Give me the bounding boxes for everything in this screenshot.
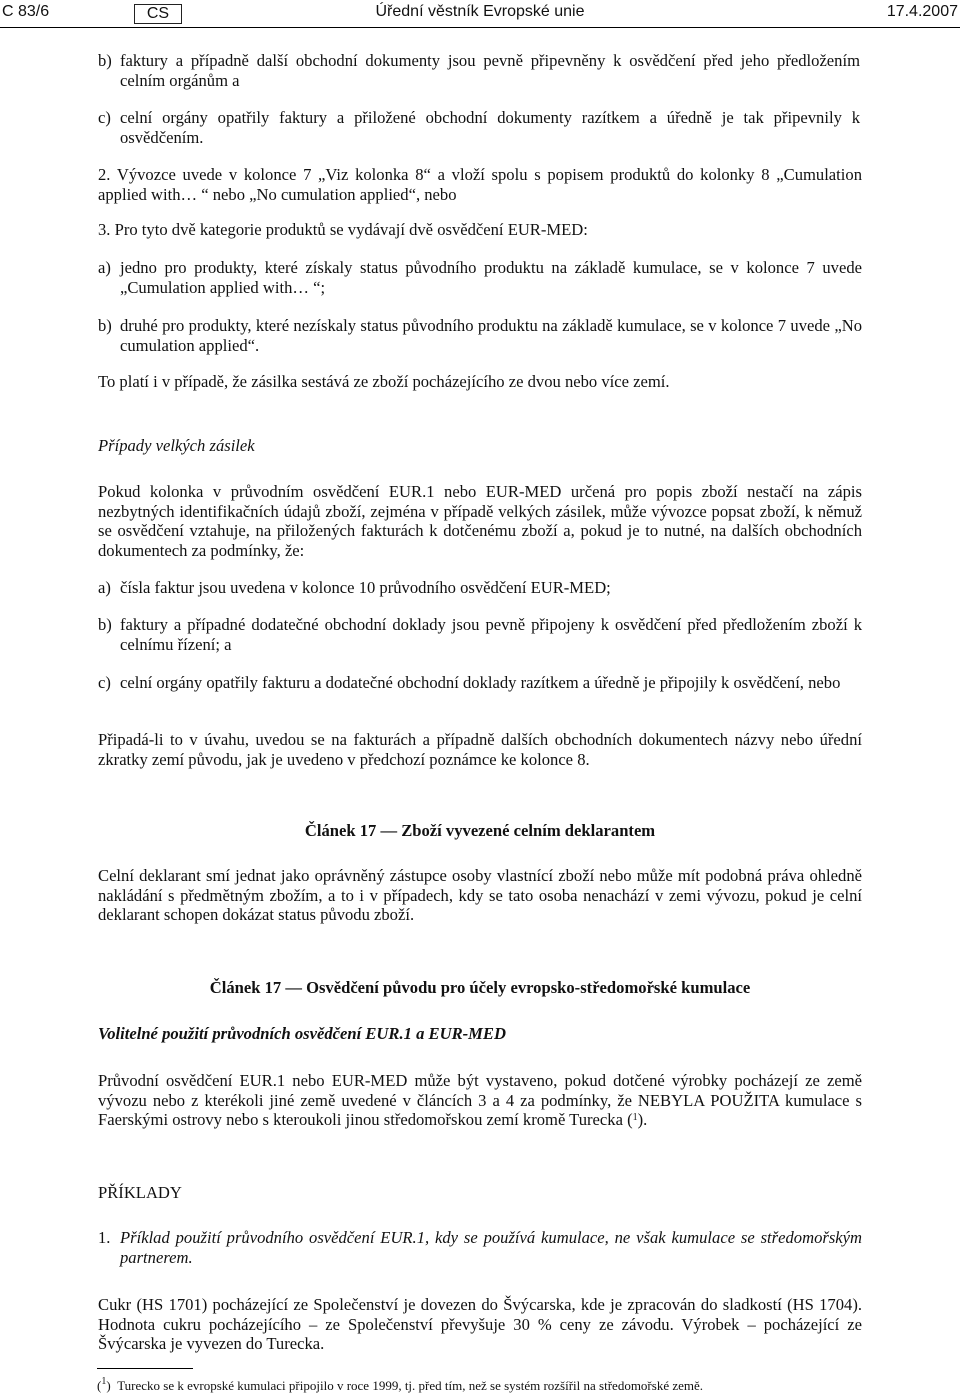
footnote: ($^1$) Turecko se k evropské kumulaci připojilo v roce 1999, tj. před tím, než se systém rozšířil na středomořské země. <box>97 1376 704 1393</box>
numbered-paragraph: 2. Vývozce uvede v kolonce 7 „Viz kolonka 8“ a vloží spolu s popisem produktů do kolonky 8 „Cumulation applied with… “ nebo „No cumulation applied“, nebo <box>98 165 862 204</box>
list-item: a) jedno pro produkty, které získaly status původního produktu na základě kumulace, se v kolonce 7 uvede „Cumulation applied with… “; <box>98 258 862 297</box>
list-item: b) faktury a případně další obchodní dokumenty jsou pevně připevněny k osvědčení před jeho předložením celním orgánům a <box>98 51 860 90</box>
list-item: c) celní orgány opatřily fakturu a dodatečné obchodní doklady razítkem a úředně je připojily k osvědčení, nebo <box>98 673 841 692</box>
footnote-ref: 1 <box>632 1112 638 1123</box>
list-item: b) faktury a případné dodatečné obchodní doklady jsou pevně připojeny k osvědčení před předložením zboží k celnímu řízení; a <box>98 615 862 654</box>
example-text: Cukr (HS 1701) pocházející ze Společenství je dovezen do Švýcarska, kde je zpracován do sladkostí (HS 1704). Hodnota cukru pocházejícího – ze Společenství převyšuje 30 % ceny ze závodu. Výrobek – pocházející ze Švýcarska je vyvezen do Turecka. <box>98 1295 862 1353</box>
examples-heading: PŘÍKLADY <box>98 1183 182 1202</box>
paragraph: Připadá-li to v úvahu, uvedou se na fakturách a případně dalších obchodních dokumentech názvy nebo úřední zkratky zemí původu, jak je uvedeno v předchozí poznámce ke kolonce 8. <box>98 730 862 769</box>
list-item: c) celní orgány opatřily faktury a přiložené obchodní dokumenty razítkem a úředně je tak připevnily k osvědčením. <box>98 108 860 147</box>
page-reference: C 83/6 <box>2 3 50 20</box>
numbered-paragraph: 3. Pro tyto dvě kategorie produktů se vydávají dvě osvědčení EUR-MED: <box>98 220 588 239</box>
paragraph: Pokud kolonka v průvodním osvědčení EUR.1 nebo EUR-MED určená pro popis zboží nestačí na zápis nezbytných identifikačních údajů zboží, zejména v případě velkých zásilek, může vývozce popsat zboží, k němuž se osvědčení vztahuje, na přiložených fakturách k dotčenému zboží a, pokud je to nutné, na dalších obchodních dokumentech za podmínky, že: <box>98 482 862 560</box>
language-code-box: CS <box>134 4 182 24</box>
section-heading: Případy velkých zásilek <box>98 436 255 455</box>
list-item: a) čísla faktur jsou uvedena v kolonce 10 průvodního osvědčení EUR-MED; <box>98 578 611 597</box>
page-header <box>0 3 960 25</box>
article-title: Článek 17 — Zboží vyvezené celním deklarantem <box>304 821 656 840</box>
example-item: 1. Příklad použití průvodního osvědčení EUR.1, kdy se používá kumulace, ne však kumulace se středomořským partnerem. <box>98 1228 862 1267</box>
article-subtitle: Volitelné použití průvodních osvědčení EUR.1 a EUR-MED <box>98 1024 506 1043</box>
article-title: Článek 17 — Osvědčení původu pro účely evropsko-středomořské kumulace <box>209 978 751 997</box>
article-text: Celní deklarant smí jednat jako oprávněný zástupce osoby vlastnící zboží nebo může mít podobná práva ohledně nakládání s předmětným zbožím, a to i v případech, kdy se tato osoba nenachází v zemi vývozu, pokud je celní deklarant schopen dokázat status původu zboží. <box>98 866 862 924</box>
publication-date: 17.4.2007 <box>886 3 958 20</box>
paragraph: To platí i v případě, že zásilka sestává ze zboží pocházejícího ze dvou nebo více zemí. <box>98 372 670 391</box>
publication-title: Úřední věstník Evropské unie <box>375 3 585 20</box>
footnote-divider <box>97 1368 193 1369</box>
article-text: Průvodní osvědčení EUR.1 nebo EUR-MED může být vystaveno, pokud dotčené výrobky pocházejí ze země vývozu nebo z kterékoli jiné země uvedené v článcích 3 a 4 za podmínky, že NEBYLA POUŽITA kumulace s Faerskými ostrovy nebo s kteroukoli jinou středomořskou zemí kromě Turecka ($^1$). <box>98 1071 862 1129</box>
header-divider <box>0 27 960 28</box>
list-item: b) druhé pro produkty, které nezískaly status původního produktu na základě kumulace, se v kolonce 7 uvede „No cumulation applied“. <box>98 316 862 355</box>
